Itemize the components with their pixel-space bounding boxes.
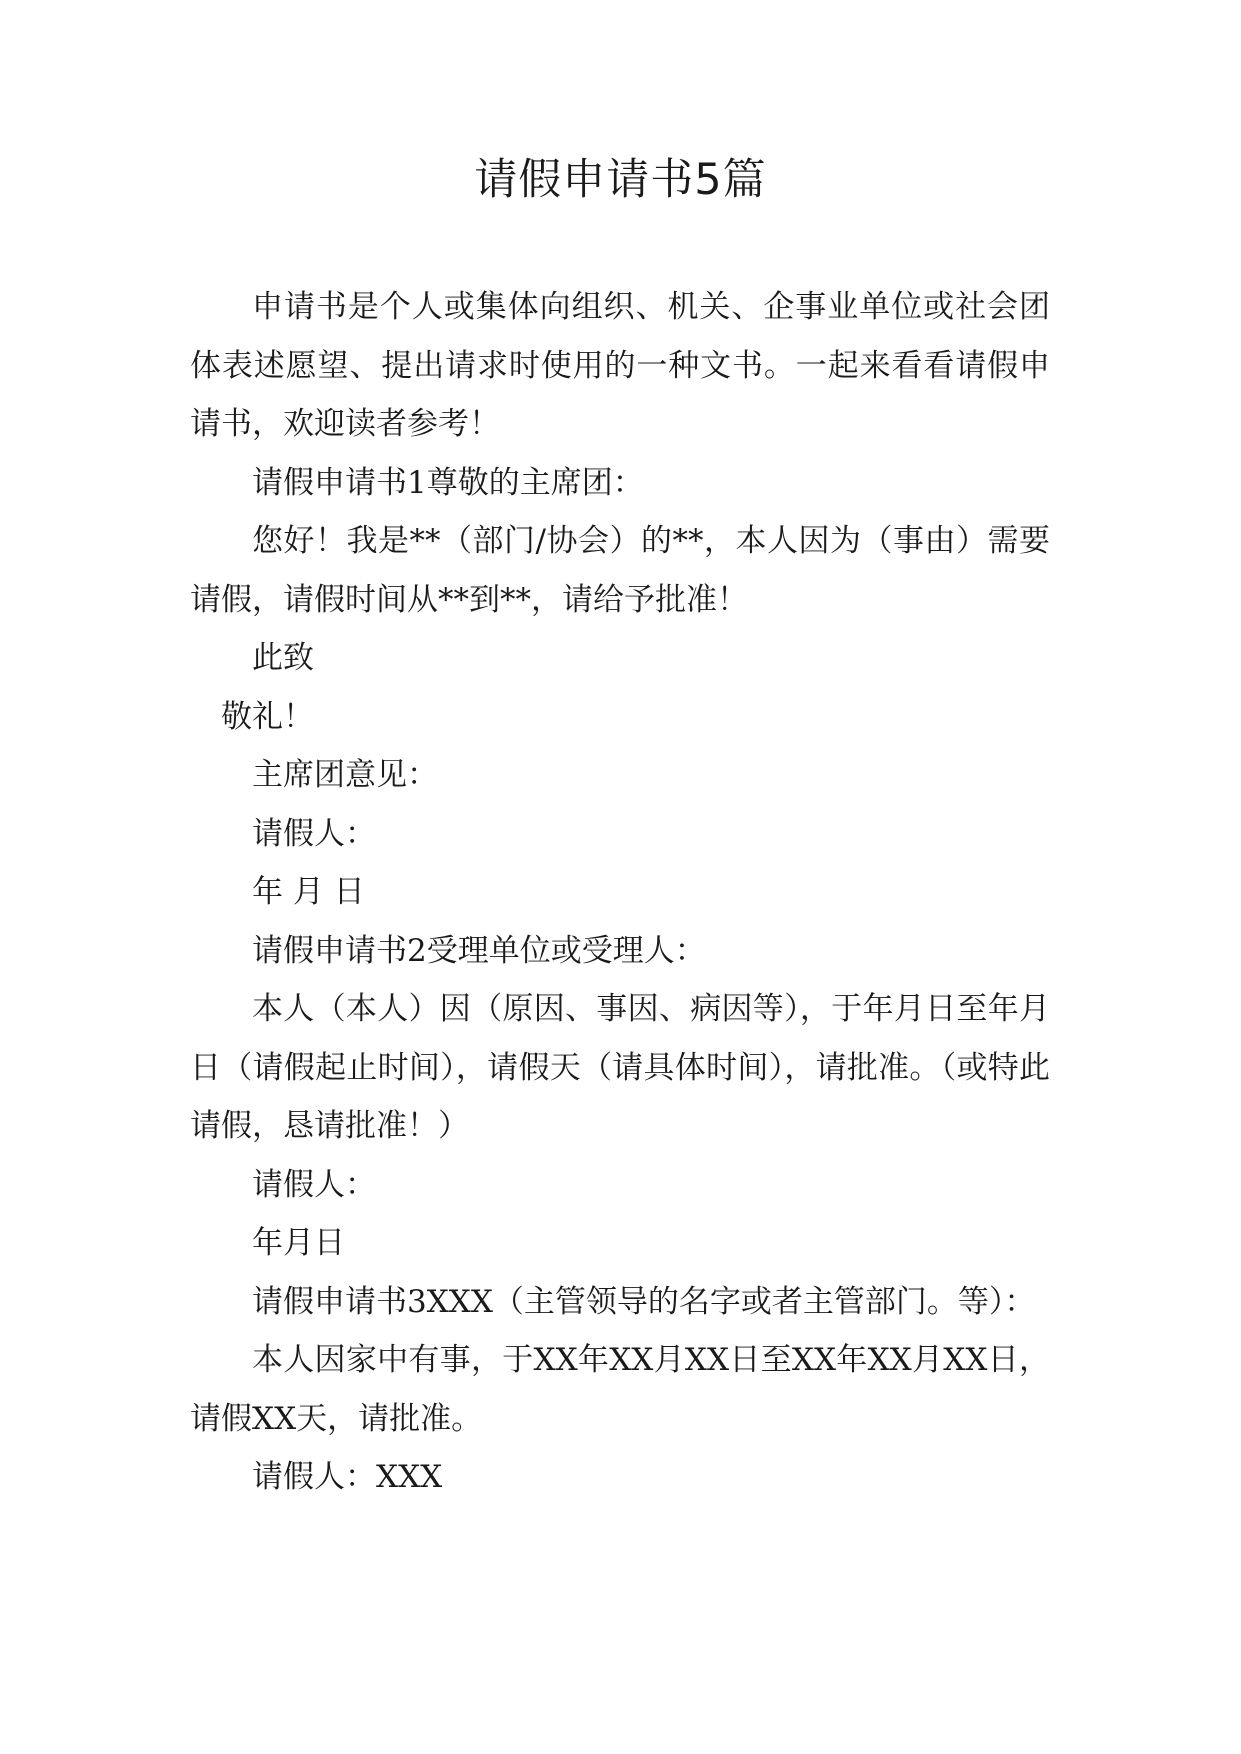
document-body — [190, 278, 1050, 1507]
letter-3-applicant: 请假人：XXX — [252, 1459, 443, 1495]
letter-1-heading: 请假申请书1尊敬的主席团： — [252, 464, 644, 501]
letter-3-heading: 请假申请书3XXX（主管领导的名字或者主管部门。等）： — [252, 1283, 1036, 1320]
letter-1-committee-opinion: 主席团意见： — [252, 757, 438, 793]
letter-2-heading: 请假申请书2受理单位或受理人： — [252, 932, 706, 969]
letter-2-body: 本人（本人）因（原因、事因、病因等），于年月日至年月日（请假起止时间），请假天（请具体时间），请批准。（或特此请假，恳请批准！） — [190, 991, 1050, 1144]
letter-2-applicant: 请假人： — [252, 1166, 376, 1203]
letter-1-date: 年 月 日 — [252, 874, 365, 910]
letter-1-applicant: 请假人： — [252, 815, 376, 852]
intro-paragraph: 申请书是个人或集体向组织、机关、企事业单位或社会团体表述愿望、提出请求时使用的一种文书。一起来看看请假申请书，欢迎读者参考！ — [190, 289, 1050, 442]
letter-1-salute: 敬礼！ — [221, 698, 314, 735]
letter-1-closing: 此致 — [252, 640, 314, 676]
letter-2-date: 年月日 — [252, 1225, 345, 1261]
letter-1-body: 您好！我是**（部门/协会）的**，本人因为（事由）需要请假，请假时间从**到**，请给予批准！ — [190, 523, 1050, 618]
document-title: 请假申请书5篇 — [474, 155, 767, 205]
letter-3-body: 本人因家中有事，于XX年XX月XX日至XX年XX月XX日，请假XX天，请批准。 — [190, 1342, 1050, 1437]
